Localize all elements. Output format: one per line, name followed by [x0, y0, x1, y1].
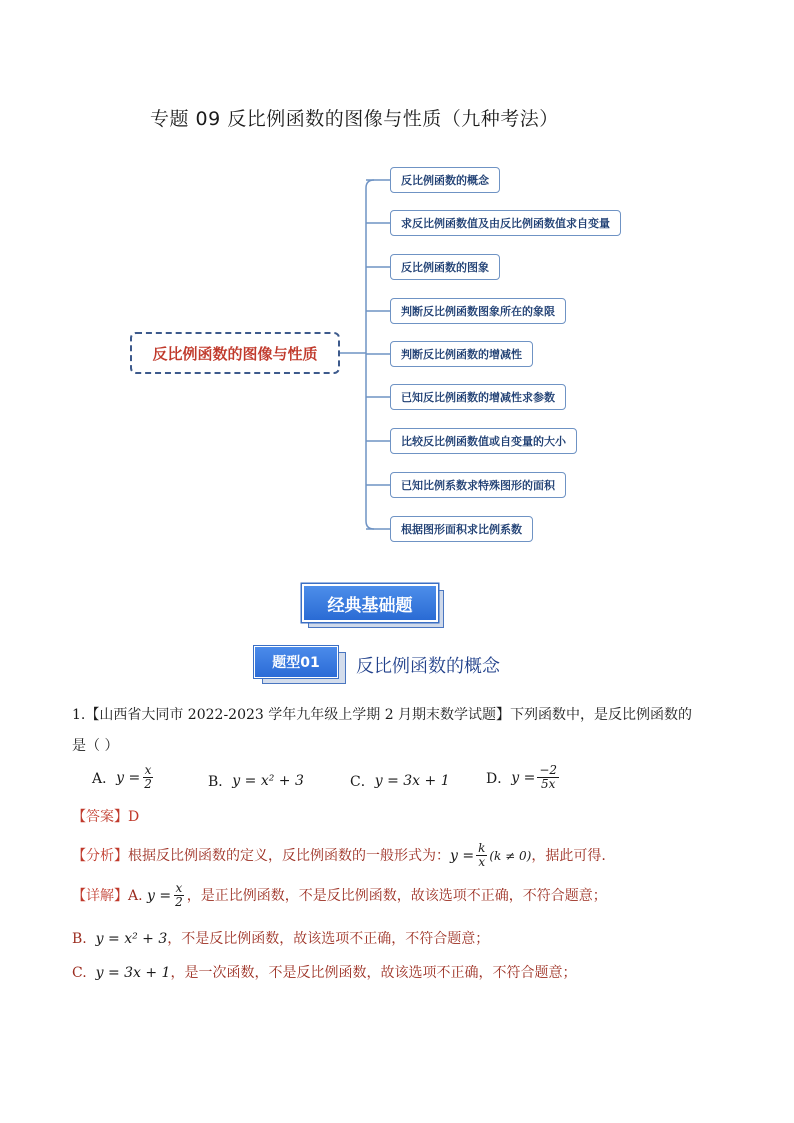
analysis-label: 【分析】	[72, 847, 128, 864]
question-line-2	[72, 735, 722, 757]
mindmap-root: 反比例函数的图像与性质	[130, 332, 340, 374]
type-badge: 题型01	[254, 646, 338, 678]
option-a-lhs: y =	[116, 769, 141, 786]
detail-c-line	[72, 962, 722, 984]
analysis-lhs: y =	[450, 847, 475, 864]
section-banner: 经典基础题	[302, 584, 438, 622]
detail-b-prefix: B.	[72, 931, 87, 947]
page-title: 专题 09 反比例函数的图像与性质（九种考法）	[150, 108, 559, 130]
option-c-label: C．	[350, 774, 375, 790]
option-a-fraction	[142, 764, 154, 791]
option-b-expr: y = x² + 3	[232, 773, 304, 789]
option-a-den: 2	[144, 777, 152, 791]
detail-a-den: 2	[175, 895, 183, 909]
detail-b-line	[72, 928, 722, 950]
question-line-1	[72, 704, 722, 726]
answer-label: 【答案】	[72, 809, 128, 825]
question-stem-2: 是（ ）	[72, 738, 119, 754]
analysis-text-end: ，据此可得.	[531, 847, 606, 864]
option-d-label: D．	[486, 770, 512, 787]
branch-area: 已知比例系数求特殊图形的面积	[390, 472, 566, 498]
detail-a-fraction	[173, 882, 185, 909]
branch-monotonicity: 判断反比例函数的增减性	[390, 341, 533, 367]
analysis-den: x	[478, 855, 486, 869]
answer-value: D	[128, 809, 140, 825]
answer-line	[72, 806, 722, 828]
option-a-label: A．	[92, 770, 117, 787]
option-d-lhs: y =	[511, 769, 536, 786]
question-number: 1.	[72, 707, 86, 723]
branch-coefficient: 根据图形面积求比例系数	[390, 516, 533, 542]
detail-a-line	[72, 882, 722, 909]
question-source: 【山西省大同市 2022-2023 学年九年级上学期 2 月期末数学试题】	[85, 707, 511, 723]
detail-a-lhs: y =	[147, 887, 172, 904]
branch-graph: 反比例函数的图象	[390, 254, 500, 280]
branch-values: 求反比例函数值及由反比例函数值求自变量	[390, 210, 621, 236]
detail-label: 【详解】	[72, 887, 128, 904]
detail-c-prefix: C.	[72, 965, 87, 981]
analysis-num: k	[478, 841, 486, 855]
detail-a-text: ，是正比例函数，不是反比例函数，故该选项不正确，不符合题意；	[186, 887, 607, 904]
branch-param: 已知反比例函数的增减性求参数	[390, 384, 566, 410]
option-a-num: x	[144, 763, 152, 777]
option-d-fraction	[537, 764, 559, 791]
type-title: 反比例函数的概念	[356, 656, 500, 677]
option-c-expr: y = 3x + 1	[374, 773, 450, 789]
option-d	[486, 764, 561, 791]
branch-concept: 反比例函数的概念	[390, 167, 500, 193]
analysis-text: 根据反比例函数的定义，反比例函数的一般形式为：	[128, 847, 450, 864]
detail-a-prefix: A.	[128, 887, 143, 904]
branch-quadrants: 判断反比例函数图象所在的象限	[390, 298, 566, 324]
option-b	[208, 771, 304, 791]
analysis-line	[72, 842, 722, 869]
option-c	[350, 771, 450, 791]
analysis-fraction	[476, 842, 487, 869]
detail-c-text: ，是一次函数，不是反比例函数，故该选项不正确，不符合题意；	[170, 965, 577, 981]
detail-c-expr: y = 3x + 1	[95, 965, 171, 981]
option-b-label: B．	[208, 774, 233, 790]
option-d-den: 5x	[540, 777, 556, 791]
detail-a-num: x	[175, 881, 183, 895]
question-stem: 下列函数中，是反比例函数的	[510, 707, 693, 723]
detail-b-text: ，不是反比例函数，故该选项不正确，不符合题意；	[167, 931, 490, 947]
option-a	[92, 764, 156, 791]
detail-b-expr: y = x² + 3	[95, 931, 168, 947]
option-d-num: −2	[539, 763, 558, 777]
analysis-condition: (k ≠ 0)	[489, 848, 532, 863]
branch-compare: 比较反比例函数值或自变量的大小	[390, 428, 577, 454]
